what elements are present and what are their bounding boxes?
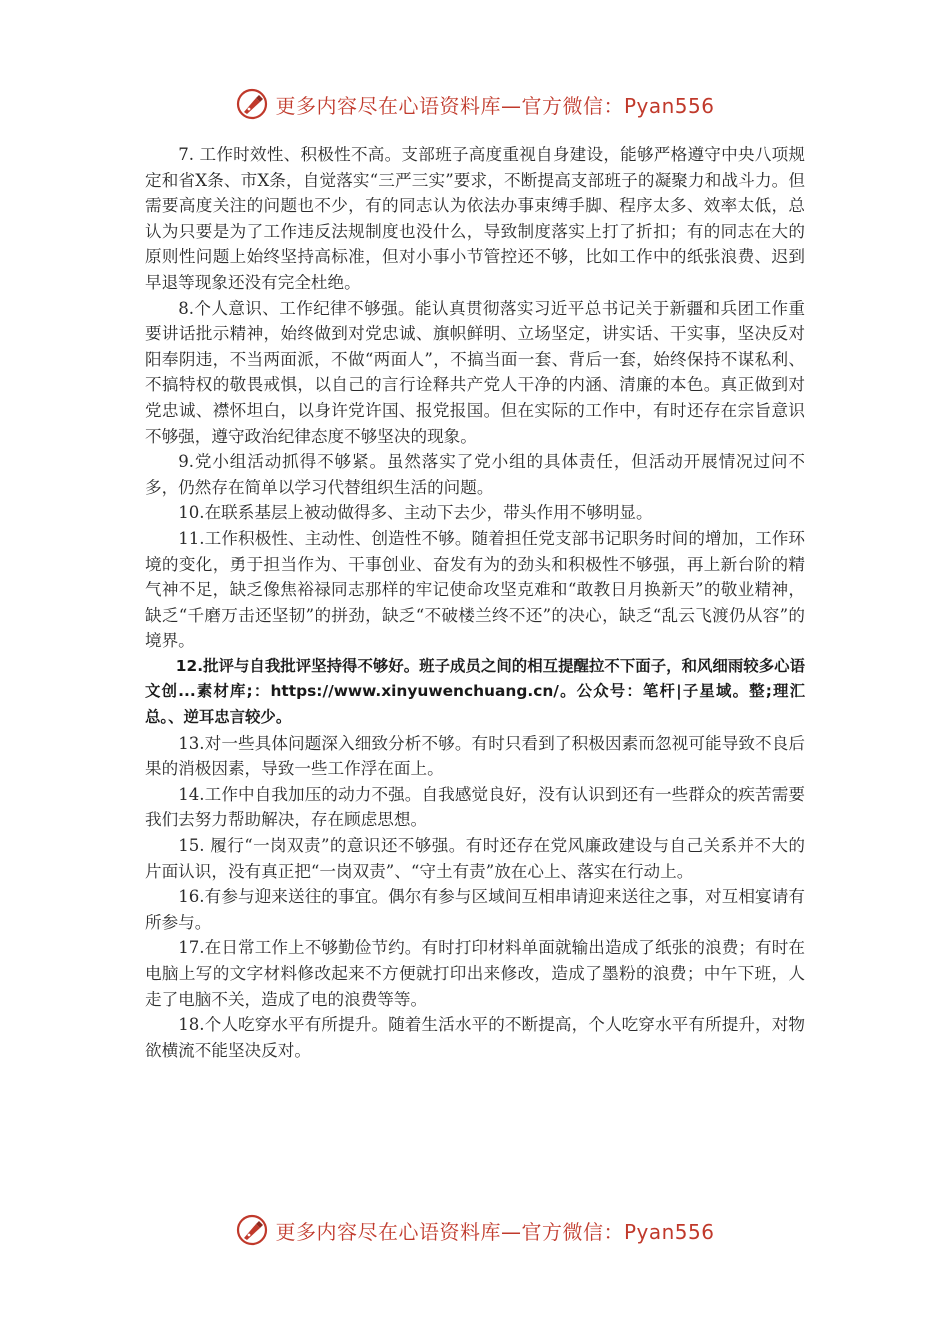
- footer-banner-text: 更多内容尽在心语资料库—官方微信：Pyan556: [275, 1219, 715, 1244]
- pen-nib-logo-icon: [235, 87, 269, 121]
- pen-nib-logo-icon: [235, 1213, 269, 1247]
- document-body: [145, 142, 805, 1063]
- paragraph-12-highlighted: 12.批评与自我批评坚持得不够好。班子成员之间的相互提醒拉不下面子，和风细雨较多心语文创...素材库;：https://www.xinyuwenchuang.cn/。公众号：笔杆|子星域。整;理汇总。、逆耳忠言较少。: [145, 656, 805, 727]
- footer-banner: [0, 1208, 950, 1252]
- paragraph-9: 9.党小组活动抓得不够紧。虽然落实了党小组的具体责任，但活动开展情况过问不多，仍然存在简单以学习代替组织生活的问题。: [145, 452, 805, 497]
- paragraph-15: 15. 履行“一岗双责”的意识还不够强。有时还存在党风廉政建设与自己关系并不大的片面认识，没有真正把“一岗双责”、“守土有责”放在心上、落实在行动上。: [145, 836, 805, 881]
- paragraph-16: 16.有参与迎来送往的事宜。偶尔有参与区域间互相串请迎来送往之事，对互相宴请有所参与。: [145, 887, 805, 932]
- paragraph-18: 18.个人吃穿水平有所提升。随着生活水平的不断提高，个人吃穿水平有所提升，对物欲横流不能坚决反对。: [145, 1015, 805, 1060]
- header-banner: [0, 82, 950, 126]
- paragraph-11: 11.工作积极性、主动性、创造性不够。随着担任党支部书记职务时间的增加，工作环境的变化，勇于担当作为、干事创业、奋发有为的劲头和积极性不够强，再上新台阶的精气神不足，缺乏像焦裕禄同志那样的牢记使命攻坚克难和“敢教日月换新天”的敬业精神，缺乏“千磨万击还坚韧”的拼劲，缺乏“不破楼兰终不还”的决心，缺乏“乱云飞渡仍从容”的境界。: [145, 528, 805, 651]
- paragraph-17: 17.在日常工作上不够勤俭节约。有时打印材料单面就输出造成了纸张的浪费；有时在电脑上写的文字材料修改起来不方便就打印出来修改，造成了墨粉的浪费；中午下班，人走了电脑不关，造成了电的浪费等等。: [145, 938, 805, 1009]
- paragraph-8: 8.个人意识、工作纪律不够强。能认真贯彻落实习近平总书记关于新疆和兵团工作重要讲话批示精神，始终做到对党忠诚、旗帜鲜明、立场坚定，讲实话、干实事，坚决反对阳奉阴违，不当两面派，不做“两面人”，不搞当面一套、背后一套，始终保持不谋私利、不搞特权的敬畏戒惧，以自己的言行诠释共产党人干净的内涵、清廉的本色。真正做到对党忠诚、襟怀坦白，以身许党许国、报党报国。但在实际的工作中，有时还存在宗旨意识不够强，遵守政治纪律态度不够坚决的现象。: [145, 298, 805, 446]
- paragraph-13: 13.对一些具体问题深入细致分析不够。有时只看到了积极因素而忽视可能导致不良后果的消极因素，导致一些工作浮在面上。: [145, 733, 805, 779]
- paragraph-10: 10.在联系基层上被动做得多、主动下去少，带头作用不够明显。: [178, 503, 653, 523]
- paragraph-7: 7. 工作时效性、积极性不高。支部班子高度重视自身建设，能够严格遵守中央八项规定和省X条、市X条，自觉落实“三严三实”要求，不断提高支部班子的凝聚力和战斗力。但需要高度关注的问题也不少，有的同志认为依法办事束缚手脚、程序太多、效率太低，总认为只要是为了工作违反法规制度也没什么，导致制度落实上打了折扣；有的同志在大的原则性问题上始终坚持高标准，但对小事小节管控还不够，比如工作中的纸张浪费、迟到早退等现象还没有完全杜绝。: [145, 145, 805, 292]
- paragraph-14: 14.工作中自我加压的动力不强。自我感觉良好，没有认识到还有一些群众的疾苦需要我们去努力帮助解决，存在顾虑思想。: [145, 784, 805, 830]
- header-banner-text: 更多内容尽在心语资料库—官方微信：Pyan556: [275, 93, 715, 118]
